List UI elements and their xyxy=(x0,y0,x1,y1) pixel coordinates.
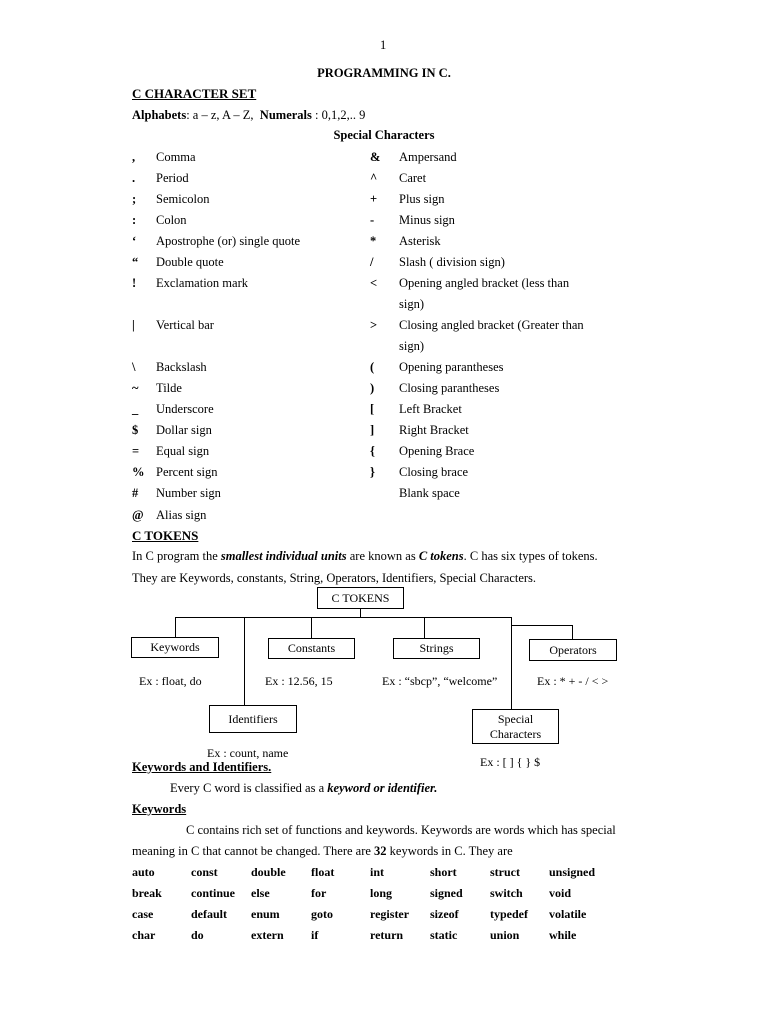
keyword-cell: long xyxy=(370,886,393,900)
keyword-cell: typedef xyxy=(490,907,528,921)
alphabets-label: Alphabets xyxy=(132,108,187,122)
keyword-cell: register xyxy=(370,907,410,921)
diagram-root-box: C TOKENS xyxy=(317,587,404,609)
constants-example: Ex : 12.56, 15 xyxy=(265,674,333,688)
special-char-symbol: | xyxy=(132,318,135,332)
strings-box: Strings xyxy=(393,638,480,659)
tokens-paragraph-2: They are Keywords, constants, String, Operators, Identifiers, Special Characters. xyxy=(132,571,537,585)
keywords-box: Keywords xyxy=(131,637,219,658)
special-char-name: Right Bracket xyxy=(399,423,469,437)
special-char-symbol: : xyxy=(132,213,137,227)
special-char-name-continued: sign) xyxy=(399,297,424,311)
keywords-paragraph-2 xyxy=(132,844,513,859)
keyword-cell: return xyxy=(370,928,404,942)
special-char-name: Percent sign xyxy=(156,465,218,479)
tokens-heading: C TOKENS xyxy=(132,528,199,543)
charset-heading: C CHARACTER SET xyxy=(132,86,257,101)
special-char-name: Colon xyxy=(156,213,187,227)
keywords-p2-text-a: meaning in C that cannot be changed. There are xyxy=(132,844,375,858)
special-char-name: Comma xyxy=(156,150,196,164)
keyword-cell: enum xyxy=(251,907,280,921)
special-char-symbol: / xyxy=(370,255,374,269)
special-char-symbol: { xyxy=(370,444,375,458)
special-char-symbol: @ xyxy=(132,508,144,522)
keyword-cell: do xyxy=(191,928,204,942)
special-char-name: Plus sign xyxy=(399,192,445,206)
special-char-symbol: # xyxy=(132,486,139,500)
special-char-symbol: = xyxy=(132,444,140,458)
special-char-name: Opening Brace xyxy=(399,444,475,458)
special-char-name: Semicolon xyxy=(156,192,210,206)
kwid-paragraph xyxy=(170,781,437,796)
keyword-cell: signed xyxy=(430,886,463,900)
special-char-symbol: * xyxy=(370,234,377,248)
special-char-symbol: _ xyxy=(132,402,139,416)
diagram-connector xyxy=(511,617,512,709)
kwid-heading: Keywords and Identifiers. xyxy=(132,760,272,774)
keyword-cell: double xyxy=(251,865,286,879)
keyword-cell: volatile xyxy=(549,907,587,921)
keyword-cell: switch xyxy=(490,886,523,900)
special-char-name: Closing angled bracket (Greater than xyxy=(399,318,584,332)
special-char-symbol: , xyxy=(132,150,136,164)
diagram-connector xyxy=(175,617,176,637)
diagram-connector xyxy=(311,617,312,638)
diagram-connector xyxy=(424,617,425,638)
alphabets-line xyxy=(132,108,365,123)
keyword-cell: float xyxy=(311,865,335,879)
special-char-name: Underscore xyxy=(156,402,214,416)
special-char-symbol: ( xyxy=(370,360,375,374)
special-char-symbol: ] xyxy=(370,423,375,437)
keywords-count: 32 xyxy=(374,844,387,858)
keyword-cell: char xyxy=(132,928,156,942)
keyword-cell: break xyxy=(132,886,162,900)
keyword-cell: struct xyxy=(490,865,520,879)
special-char-symbol: “ xyxy=(132,255,139,269)
keywords-example: Ex : float, do xyxy=(139,674,202,688)
special-char-symbol: } xyxy=(370,465,375,479)
special-char-name: Equal sign xyxy=(156,444,210,458)
keyword-cell: int xyxy=(370,865,385,879)
special-char-name: Tilde xyxy=(156,381,182,395)
special-char-symbol: [ xyxy=(370,402,375,416)
keywords-heading: Keywords xyxy=(132,802,187,816)
keyword-cell: void xyxy=(549,886,572,900)
special-char-symbol: + xyxy=(370,192,378,206)
keyword-cell: continue xyxy=(191,886,236,900)
special-char-name: Minus sign xyxy=(399,213,455,227)
tokens-p1-emphasis-2: C tokens xyxy=(418,549,464,563)
keyword-cell: const xyxy=(191,865,218,879)
kwid-emphasis: keyword or identifier. xyxy=(327,781,438,795)
special-char-symbol: $ xyxy=(132,423,139,437)
special-characters-example: Ex : [ ] { } $ xyxy=(480,755,541,769)
identifiers-box: Identifiers xyxy=(209,705,297,733)
tokens-p1-text-e: . C has six types of tokens. xyxy=(463,549,598,563)
special-label-2: Characters xyxy=(489,727,542,741)
keyword-cell: static xyxy=(430,928,458,942)
special-char-name: Ampersand xyxy=(399,150,457,164)
special-char-symbol: ^ xyxy=(370,171,378,185)
keyword-cell: extern xyxy=(251,928,284,942)
special-char-name: Dollar sign xyxy=(156,423,212,437)
special-char-symbol: ! xyxy=(132,276,137,290)
alphabets-value: : a – z, A – Z, xyxy=(186,108,254,122)
special-char-name: Asterisk xyxy=(399,234,441,248)
diagram-connector xyxy=(244,617,245,705)
tokens-paragraph-1 xyxy=(132,549,598,564)
special-char-symbol: . xyxy=(132,171,136,185)
keyword-cell: else xyxy=(251,886,270,900)
keyword-cell: goto xyxy=(311,907,333,921)
special-char-symbol: % xyxy=(132,465,145,479)
keyword-cell: case xyxy=(132,907,154,921)
operators-box: Operators xyxy=(529,639,617,661)
special-char-name: Exclamation mark xyxy=(156,276,248,290)
keyword-cell: if xyxy=(311,928,319,942)
keywords-paragraph-1: C contains rich set of functions and keywords. Keywords are words which has special xyxy=(186,823,616,837)
special-char-name: Apostrophe (or) single quote xyxy=(156,234,301,248)
diagram-horizontal-line xyxy=(175,617,512,618)
special-char-name: Slash ( division sign) xyxy=(399,255,505,269)
keyword-cell: union xyxy=(490,928,520,942)
special-characters-box xyxy=(472,709,559,744)
keyword-cell: auto xyxy=(132,865,155,879)
kwid-text: Every C word is classified as a xyxy=(170,781,328,795)
special-char-symbol: ~ xyxy=(132,381,139,395)
identifiers-example: Ex : count, name xyxy=(207,746,289,760)
special-char-name: Blank space xyxy=(399,486,460,500)
keyword-cell: short xyxy=(430,865,457,879)
special-char-name: Closing brace xyxy=(399,465,469,479)
constants-box: Constants xyxy=(268,638,355,659)
special-char-symbol: \ xyxy=(132,360,136,374)
keyword-cell: sizeof xyxy=(430,907,459,921)
special-char-name: Caret xyxy=(399,171,427,185)
special-char-name: Opening angled bracket (less than xyxy=(399,276,570,290)
strings-example: Ex : “sbcp”, “welcome” xyxy=(382,674,498,688)
special-char-symbol: > xyxy=(370,318,378,332)
special-char-name-continued: sign) xyxy=(399,339,424,353)
page-title: PROGRAMMING IN C. xyxy=(317,66,451,80)
special-char-name: Closing parantheses xyxy=(399,381,500,395)
keyword-cell: unsigned xyxy=(549,865,596,879)
special-char-symbol: & xyxy=(370,150,381,164)
numerals-label: Numerals xyxy=(259,108,312,122)
special-char-symbol: ; xyxy=(132,192,137,206)
keyword-cell: for xyxy=(311,886,327,900)
keyword-cell: default xyxy=(191,907,227,921)
special-char-name: Alias sign xyxy=(156,508,207,522)
keywords-p2-text-c: keywords in C. They are xyxy=(386,844,513,858)
keyword-cell: while xyxy=(549,928,577,942)
special-char-name: Number sign xyxy=(156,486,221,500)
special-char-name: Period xyxy=(156,171,189,185)
special-char-name: Backslash xyxy=(156,360,207,374)
diagram-connector xyxy=(572,625,573,639)
tokens-p1-text-a: In C program the xyxy=(132,549,221,563)
special-char-name: Opening parantheses xyxy=(399,360,504,374)
tokens-p1-text-c: are known as xyxy=(346,549,419,563)
diagram-connector xyxy=(511,625,573,626)
special-char-symbol: ‘ xyxy=(132,234,137,248)
special-characters-heading: Special Characters xyxy=(333,128,435,142)
operators-example: Ex : * + - / < > xyxy=(537,674,609,688)
tokens-p1-emphasis-1: smallest individual units xyxy=(220,549,347,563)
numerals-value: : 0,1,2,.. 9 xyxy=(315,108,366,122)
special-char-symbol: - xyxy=(370,213,375,227)
special-char-name: Left Bracket xyxy=(399,402,462,416)
special-char-symbol: < xyxy=(370,276,378,290)
special-char-name: Vertical bar xyxy=(156,318,214,332)
page-number: 1 xyxy=(380,38,387,52)
special-char-symbol: ) xyxy=(370,381,375,395)
special-char-name: Double quote xyxy=(156,255,224,269)
special-label-1: Special xyxy=(497,712,534,726)
